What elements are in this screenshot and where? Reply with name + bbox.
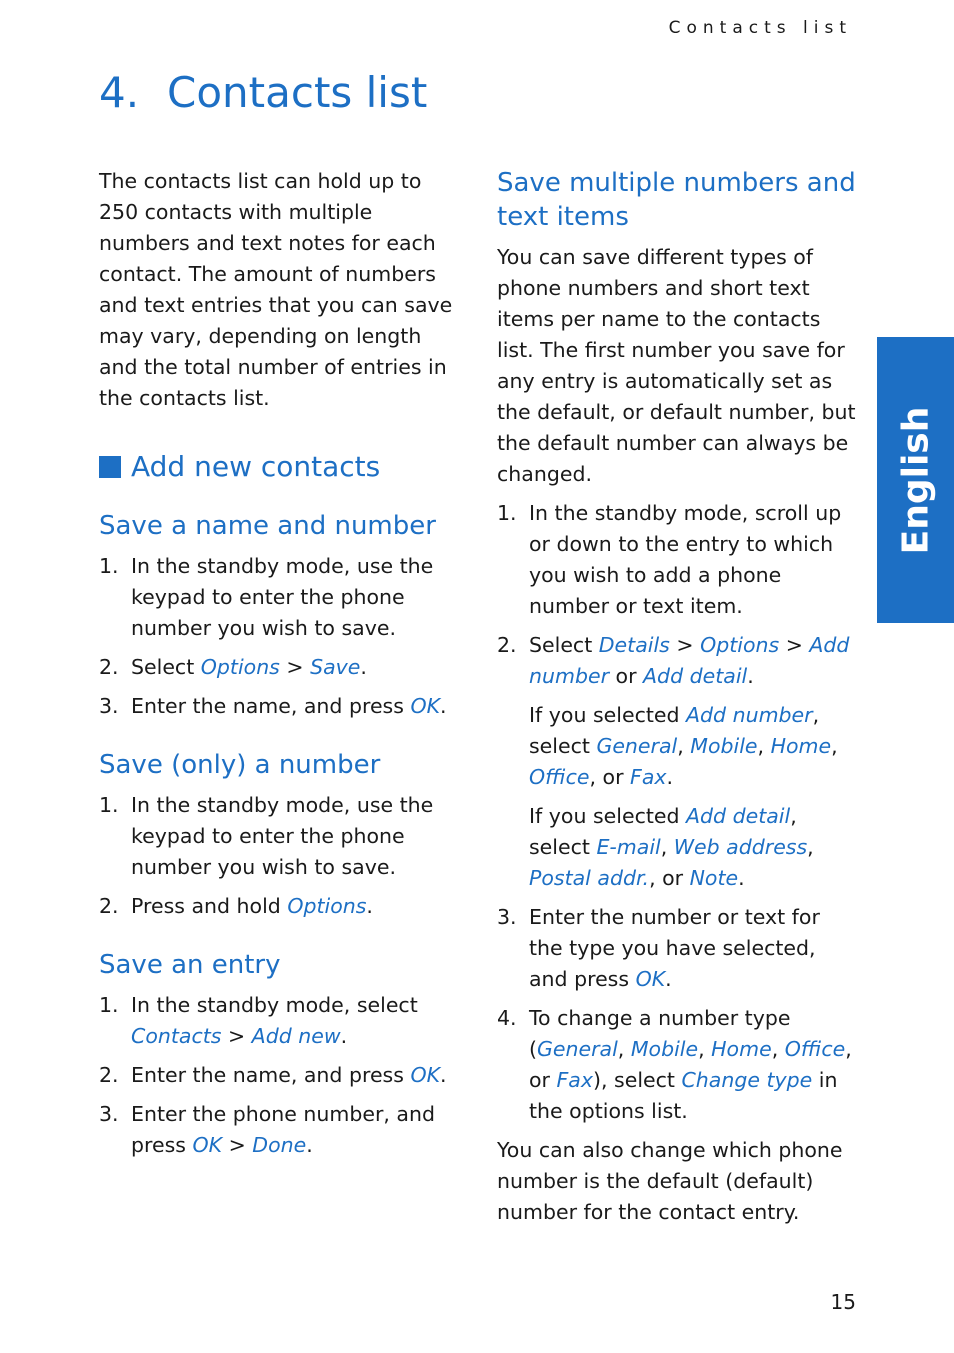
step-number: 3.	[99, 694, 119, 718]
ui-term: Add detail	[686, 804, 791, 828]
ui-term: General	[596, 734, 678, 758]
ui-term: Home	[711, 1037, 772, 1061]
step-number: 2.	[99, 655, 119, 679]
list-item	[99, 652, 459, 683]
ui-term: Home	[770, 734, 832, 758]
save-multiple-intro: You can save different types of phone numbers and short text items per name to the contacts list. The first number you save for any entry is automatically set as the default, or default number, but the default number can always be changed.	[497, 245, 856, 486]
intro-paragraph: The contacts list can hold up to 250 contacts with multiple numbers and text notes for each contact. The amount of numbers and text entries that you can save may vary, depending on length and the total number of entries in the contacts list.	[99, 169, 453, 410]
ui-term: OK	[192, 1133, 223, 1157]
steps-save-multiple	[497, 498, 857, 1127]
step-text: Enter the name, and press OK.	[131, 1063, 447, 1087]
step-text: Select Details > Options > Add number or Add detail. If you selected Add number, select General, Mobile, Home, Office, or Fax. If you selected Add detail, select E-mail, Web address, Postal addr., or Note.	[529, 630, 857, 894]
ui-term: Fax	[630, 765, 667, 789]
list-item	[99, 790, 459, 883]
step-text: In the standby mode, use the keypad to enter the phone number you wish to save.	[131, 793, 434, 879]
step-number: 4.	[497, 1006, 517, 1030]
step-text: Enter the phone number, and press OK > Done.	[131, 1102, 435, 1157]
step-number: 1.	[99, 793, 119, 817]
step-number: 1.	[99, 554, 119, 578]
ui-term: Add number	[529, 633, 850, 688]
ui-term: OK	[635, 967, 666, 991]
sub-paragraph: If you selected Add number, select General, Mobile, Home, Office, or Fax.	[529, 703, 838, 789]
ui-term: Options	[200, 655, 280, 679]
subheading-save-multiple: Save multiple numbers and text items	[497, 168, 856, 232]
list-item	[99, 891, 459, 922]
step-number: 3.	[99, 1102, 119, 1126]
list-item	[99, 691, 459, 722]
ui-term: Fax	[556, 1068, 593, 1092]
running-header: Contacts list	[668, 18, 852, 38]
list-item	[99, 1099, 459, 1161]
steps-save-entry	[99, 990, 459, 1161]
list-item	[497, 902, 857, 995]
list-item	[99, 1060, 459, 1091]
language-tab-label: English	[895, 406, 937, 554]
left-column	[99, 166, 459, 1169]
step-text: To change a number type (General, Mobile, Home, Office, or Fax), select Change type in the options list.	[529, 1006, 852, 1123]
ui-term: OK	[410, 694, 441, 718]
ui-term: Change type	[681, 1068, 813, 1092]
step-text: Select Options > Save.	[131, 655, 367, 679]
step-number: 3.	[497, 905, 517, 929]
section-heading-add-new-contacts	[99, 450, 459, 483]
ui-term: General	[537, 1037, 618, 1061]
step-text: Enter the number or text for the type you have selected, and press OK.	[529, 905, 820, 991]
ui-term: Mobile	[690, 734, 758, 758]
language-tab	[877, 337, 954, 623]
ui-term: Add detail	[643, 664, 748, 688]
square-bullet-icon	[99, 456, 121, 478]
chapter-number: 4.	[99, 68, 140, 117]
ui-term: Options	[287, 894, 367, 918]
step-text: In the standby mode, select Contacts > Add new.	[131, 993, 418, 1048]
steps-save-only-number	[99, 790, 459, 922]
ui-term: Add number	[686, 703, 813, 727]
ui-term: Office	[784, 1037, 846, 1061]
sub-paragraph: If you selected Add detail, select E-mail, Web address, Postal addr., or Note.	[529, 804, 814, 890]
step-number: 2.	[497, 633, 517, 657]
step-number: 2.	[99, 894, 119, 918]
step-number: 1.	[497, 501, 517, 525]
ui-term: Contacts	[131, 1024, 222, 1048]
step-number: 2.	[99, 1063, 119, 1087]
section-heading-text: Add new contacts	[131, 450, 381, 483]
right-column	[497, 166, 857, 1228]
ui-term: Done	[252, 1133, 307, 1157]
ui-term: Details	[598, 633, 670, 657]
step-text: In the standby mode, use the keypad to enter the phone number you wish to save.	[131, 554, 434, 640]
step-text: Enter the name, and press OK.	[131, 694, 447, 718]
list-item	[497, 498, 857, 622]
ui-term: OK	[410, 1063, 441, 1087]
step-text: Press and hold Options.	[131, 894, 373, 918]
subheading-save-entry: Save an entry	[99, 950, 281, 980]
step-text: In the standby mode, scroll up or down to the entry to which you wish to add a phone number or text item.	[529, 501, 842, 618]
ui-term: Office	[529, 765, 590, 789]
ui-term: Web address	[673, 835, 808, 859]
ui-term: Note	[689, 866, 739, 890]
list-item	[99, 551, 459, 644]
steps-save-name-number	[99, 551, 459, 722]
list-item	[497, 1003, 857, 1127]
page-number: 15	[830, 1290, 856, 1314]
chapter-title	[99, 68, 427, 117]
subheading-save-name-number: Save a name and number	[99, 511, 436, 541]
ui-term: E-mail	[596, 835, 661, 859]
subheading-save-only-number: Save (only) a number	[99, 750, 381, 780]
ui-term: Options	[700, 633, 780, 657]
ui-term: Postal addr.	[529, 866, 650, 890]
list-item	[99, 990, 459, 1052]
ui-term: Save	[310, 655, 361, 679]
ui-term: Add new	[251, 1024, 341, 1048]
list-item	[497, 630, 857, 894]
ui-term: Mobile	[630, 1037, 699, 1061]
step-number: 1.	[99, 993, 119, 1017]
save-multiple-outro: You can also change which phone number is the default (default) number for the contact entry.	[497, 1138, 843, 1224]
chapter-title-text: Contacts list	[167, 68, 428, 117]
